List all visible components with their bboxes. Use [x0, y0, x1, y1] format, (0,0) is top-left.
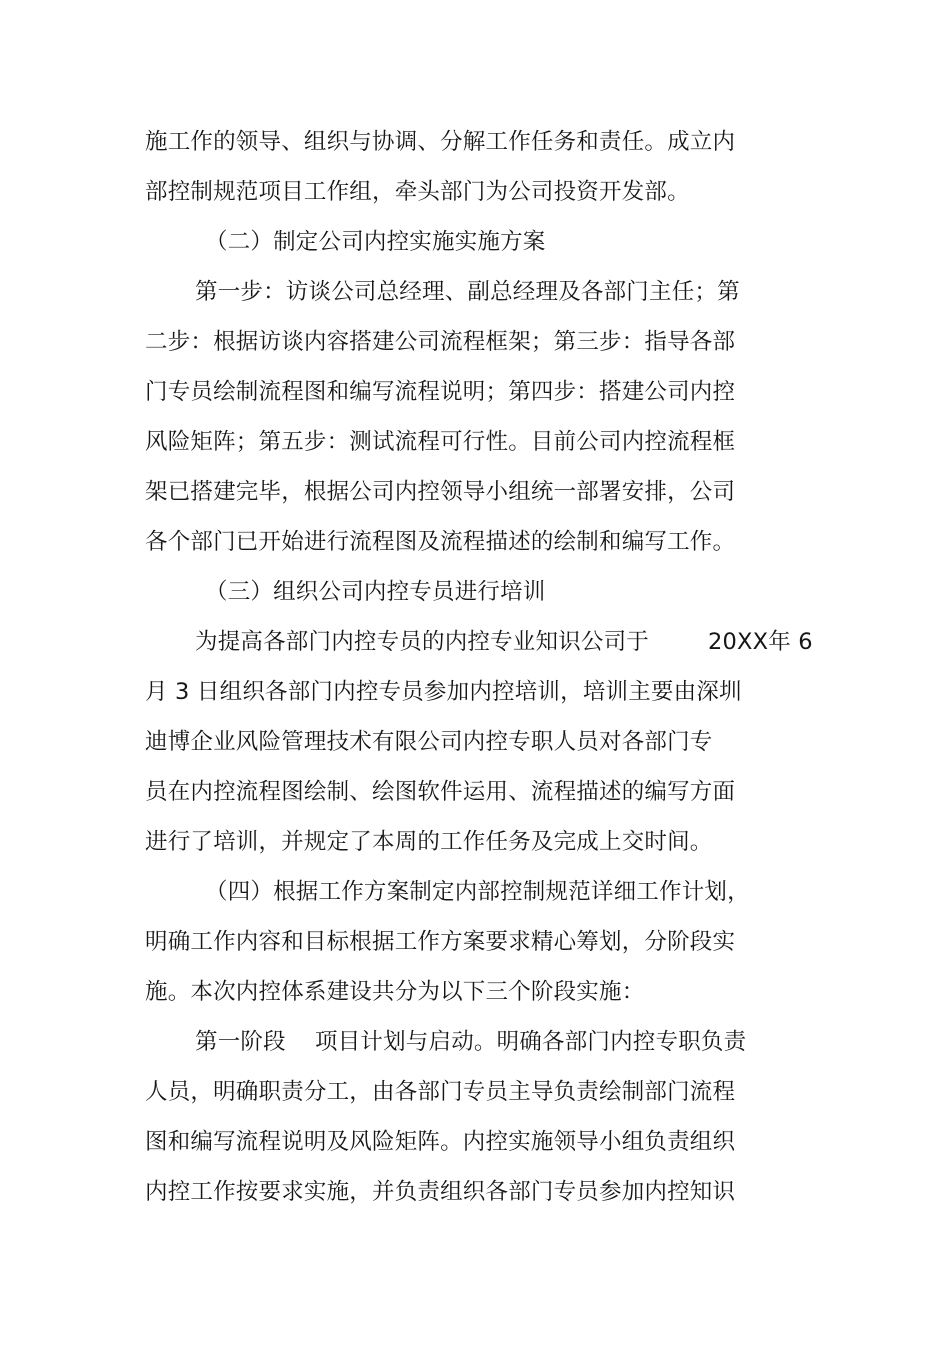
paragraph-line: 门专员绘制流程图和编写流程说明；第四步：搭建公司内控 [145, 379, 736, 405]
phase-label: 第一阶段 [195, 1029, 286, 1055]
paragraph-line: 迪博企业风险管理技术有限公司内控专职人员对各部门专 [145, 729, 713, 755]
section-heading-2: （二）制定公司内控实施实施方案 [205, 229, 546, 255]
paragraph-line: 各个部门已开始进行流程图及流程描述的绘制和编写工作。 [145, 529, 736, 555]
paragraph-line: 部控制规范项目工作组，牵头部门为公司投资开发部。 [145, 179, 690, 205]
paragraph-line: 内控工作按要求实施，并负责组织各部门专员参加内控知识 [145, 1179, 736, 1205]
paragraph-line: 图和编写流程说明及风险矩阵。内控实施领导小组负责组织 [145, 1129, 736, 1155]
paragraph-line: 月 3 日组织各部门内控专员参加内控培训，培训主要由深圳 [145, 679, 742, 705]
paragraph-line: 人员，明确职责分工，由各部门专员主导负责绘制部门流程 [145, 1079, 736, 1105]
paragraph-line: 施工作的领导、组织与协调、分解工作任务和责任。成立内 [145, 129, 736, 155]
paragraph-line-date-fragment: 20XX年 6 [708, 629, 813, 655]
paragraph-line: 明确工作内容和目标根据工作方案要求精心筹划，分阶段实 [145, 929, 736, 955]
paragraph-line: 第一步：访谈公司总经理、副总经理及各部门主任；第 [195, 279, 740, 305]
paragraph-line: 施。本次内控体系建设共分为以下三个阶段实施： [145, 979, 645, 1005]
section-heading-3: （三）组织公司内控专员进行培训 [205, 579, 546, 605]
paragraph-line: 员在内控流程图绘制、绘图软件运用、流程描述的编写方面 [145, 779, 736, 805]
section-heading-4: （四）根据工作方案制定内部控制规范详细工作计划， [205, 879, 750, 905]
paragraph-line: 进行了培训，并规定了本周的工作任务及完成上交时间。 [145, 829, 713, 855]
paragraph-line: 为提高各部门内控专员的内控专业知识公司于 [195, 629, 650, 655]
paragraph-line: 架已搭建完毕，根据公司内控领导小组统一部署安排，公司 [145, 479, 736, 505]
paragraph-line: 风险矩阵；第五步：测试流程可行性。目前公司内控流程框 [145, 429, 736, 455]
paragraph-line: 二步：根据访谈内容搭建公司流程框架；第三步：指导各部 [145, 329, 736, 355]
paragraph-line: 项目计划与启动。明确各部门内控专职负责 [315, 1029, 747, 1055]
